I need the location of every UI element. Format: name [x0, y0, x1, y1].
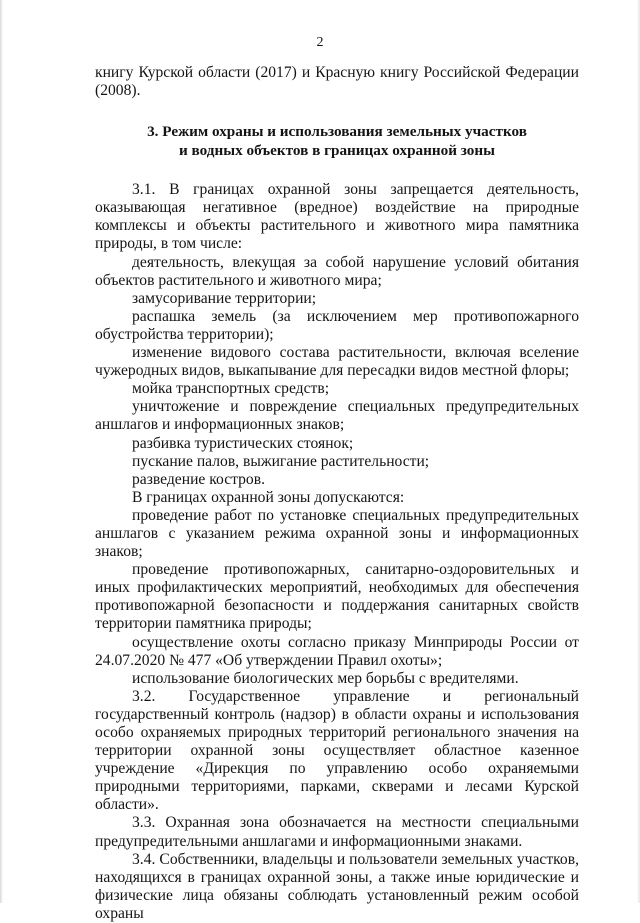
- paragraph-3-3: 3.3. Охранная зона обозначается на местности специальными предупредительными аншлагами и информационными знаками.: [95, 814, 579, 850]
- intro-paragraph: книгу Курской области (2017) и Красную книгу Российской Федерации (2008).: [95, 64, 579, 100]
- prohibited-item: деятельность, влекущая за собой нарушение условий обитания объектов растительного и животного мира;: [95, 253, 579, 289]
- section-heading-line-1: 3. Режим охраны и использования земельных участков: [147, 123, 527, 141]
- page-number: 2: [316, 35, 324, 50]
- paragraph-3-1: 3.1. В границах охранной зоны запрещается деятельность, оказывающая негативное (вредное) воздействие на природные комплексы и объекты растительного и животного мира памятника природы, в том числе:: [95, 181, 579, 253]
- prohibited-item: распашка земель (за исключением мер противопожарного обустройства территории);: [95, 307, 579, 343]
- prohibited-item: уничтожение и повреждение специальных предупредительных аншлагов и информационных знаков;: [95, 398, 579, 434]
- prohibited-item: пускание палов, выжигание растительности;: [132, 452, 430, 470]
- paragraph-3-4: 3.4. Собственники, владельцы и пользователи земельных участков, находящихся в границах охранной зоны, а также иные юридические и физические лица обязаны соблюдать установленный режим особой охраны: [95, 850, 579, 922]
- document-body: [95, 64, 579, 923]
- allowed-item: проведение противопожарных, санитарно-оздоровительных и иных профилактических мероприятий, необходимых для обеспечения противопожарной безопасности и поддержания санитарных свойств территории памятника природы;: [95, 561, 579, 633]
- section-heading: [95, 123, 579, 160]
- allowed-item: осуществление охоты согласно приказу Минприроды России от 24.07.2020 № 477 «Об утверждении Правил охоты»;: [95, 633, 579, 669]
- scan-edge-left: [0, 0, 3, 903]
- prohibited-item: мойка транспортных средств;: [132, 380, 330, 398]
- prohibited-item: разведение костров.: [132, 470, 265, 488]
- prohibited-item: изменение видового состава растительности, включая вселение чужеродных видов, выкапывание для пересадки видов местной флоры;: [95, 344, 579, 380]
- section-heading-line-2: и водных объектов в границах охранной зоны: [179, 141, 495, 159]
- allowed-item: проведение работ по установке специальных предупредительных аншлагов с указанием режима охранной зоны и информационных знаков;: [95, 506, 579, 561]
- paragraph-3-2: 3.2. Государственное управление и региональный государственный контроль (надзор) в области охраны и использования особо охраняемых природных территорий регионального значения на территории охранной зоны осуществляет областное казенное учреждение «Дирекция по управлению особо охраняемыми природными территориями, парками, скверами и лесами Курской области».: [95, 687, 579, 814]
- allowed-item: использование биологических мер борьбы с вредителями.: [132, 669, 519, 687]
- prohibited-item: разбивка туристических стоянок;: [132, 434, 354, 452]
- allowed-intro: В границах охранной зоны допускаются:: [132, 488, 405, 506]
- prohibited-item: замусоривание территории;: [132, 289, 317, 307]
